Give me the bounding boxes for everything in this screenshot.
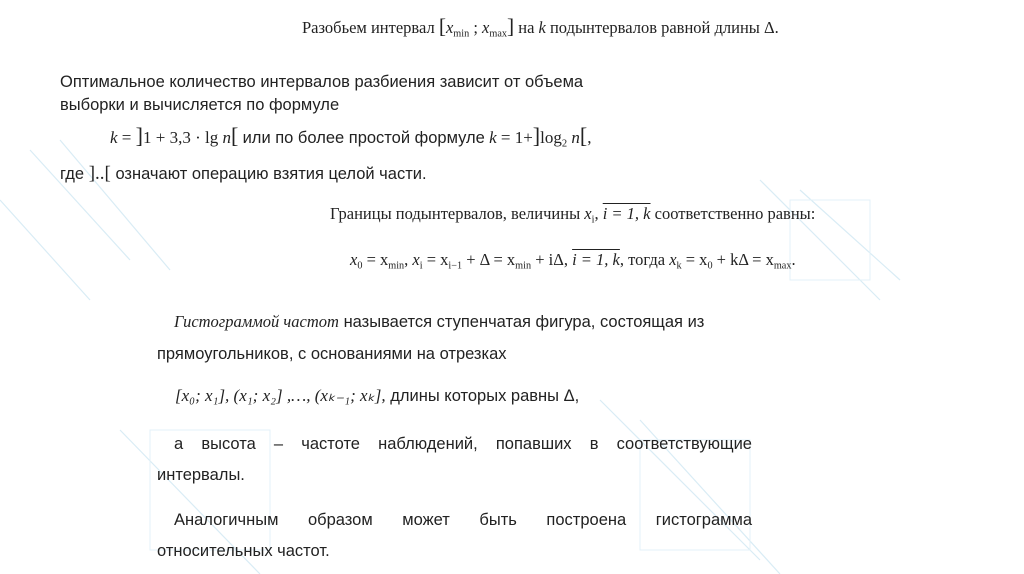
formula-middle-text: или по более простой формуле bbox=[242, 129, 485, 147]
optimal-count-paragraph bbox=[60, 72, 583, 115]
intro-pre: Разобьем интервал bbox=[302, 18, 435, 37]
where-line: где ]..[ означают операцию взятия целой части. bbox=[60, 163, 427, 184]
optimal-line-2: выборки и вычисляется по формуле bbox=[60, 96, 340, 114]
analog-line-1: Аналогичным образом может быть построена гистограмма bbox=[174, 511, 752, 529]
optimal-line-1: Оптимальное количество интервалов разбиения зависит от объема bbox=[60, 73, 584, 91]
intro-line: Разобьем интервал [$x_{min}$ ; $x_{max}$] на k подынтервалов равной длины Δ. bbox=[302, 14, 779, 40]
intro-post: подынтервалов равной длины bbox=[549, 18, 760, 37]
histogram-term: Гистограммой частот bbox=[174, 312, 339, 331]
boundaries-equation: $x_0 = x_{min}$, $x_i = x_{i-1} + \Delta = x_{min} + i\Delta$, i = 1, k, тогда $x_k = x_0 + k\Delta = x_{max}$. bbox=[350, 250, 796, 272]
histogram-intervals-line: [x₀; x₁], (x₁; x₂] ,…, (xₖ₋₁; xₖ], длины которых равны Δ, bbox=[175, 386, 580, 405]
histogram-definition-line-1: Гистограммой частот называется ступенчатая фигура, состоящая из bbox=[174, 312, 705, 331]
formula-line: k = ]1 + 3,3 · lg n[ или по более простой формуле $k = 1+]\log_2$ n[, bbox=[110, 123, 592, 150]
histogram-definition-line-2: прямоугольников, с основаниями на отрезках bbox=[157, 345, 507, 363]
height-line-1: а высота – частоте наблюдений, попавших в соответствующие bbox=[174, 435, 752, 453]
height-line-2: интервалы. bbox=[157, 466, 245, 484]
bounds-line: Границы подынтервалов, величины $x_i$, i = 1, k соответственно равны: bbox=[330, 204, 816, 226]
analog-line-2: относительных частот. bbox=[157, 542, 330, 560]
bounds-range: i = 1, k bbox=[602, 204, 651, 223]
intervals-formula: [x₀; x₁], (x₁; x₂] ,…, (xₖ₋₁; xₖ], bbox=[175, 386, 386, 405]
